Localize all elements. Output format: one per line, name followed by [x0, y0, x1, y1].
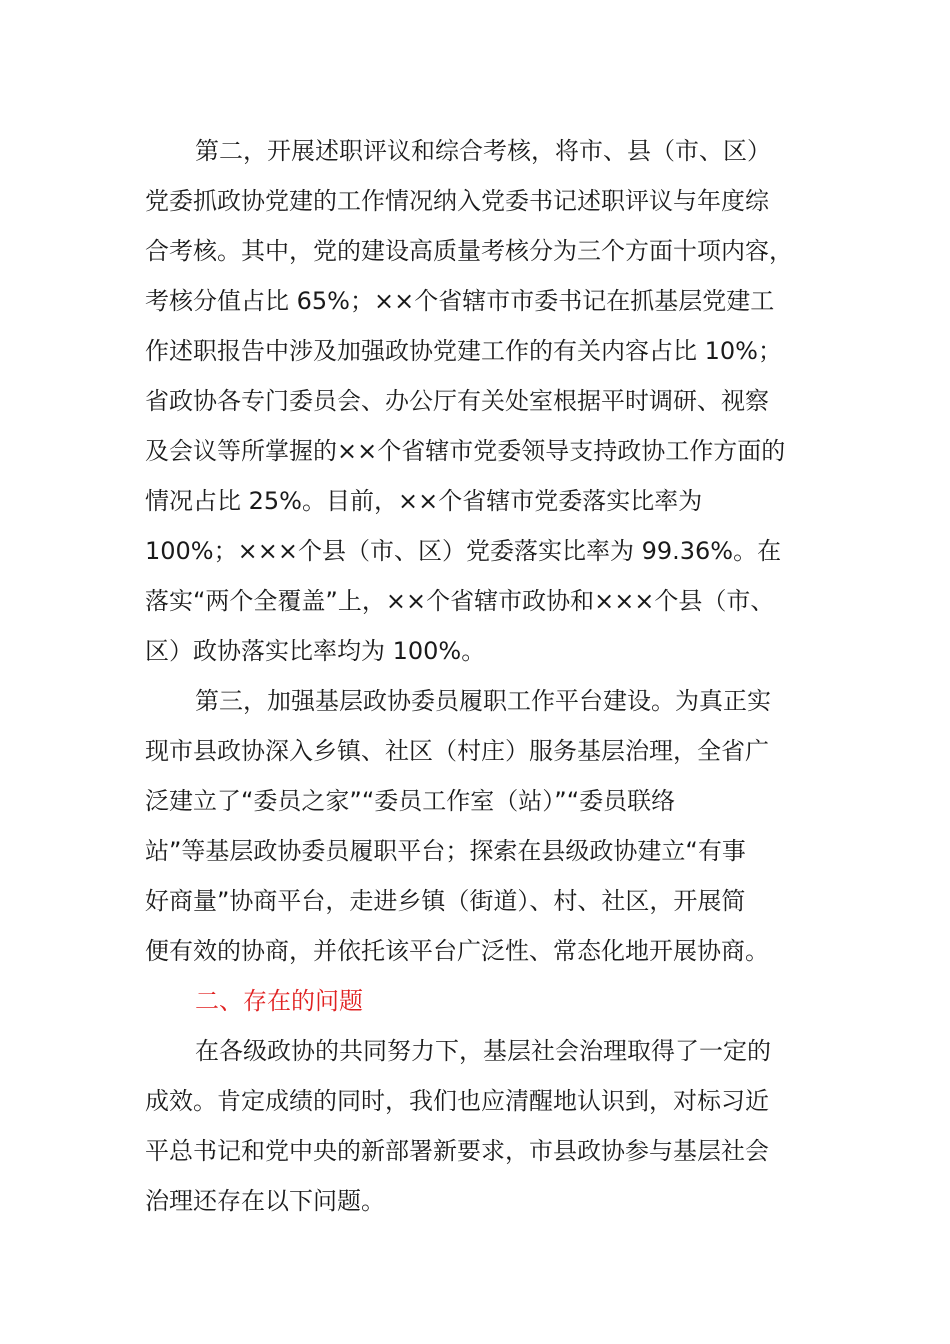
- paragraph-line: 落实“两个全覆盖”上，××个省辖市政协和×××个县（市、: [145, 587, 775, 615]
- paragraph-line: 平总书记和党中央的新部署新要求，市县政协参与基层社会: [145, 1137, 769, 1165]
- paragraph-line: 党委抓政协党建的工作情况纳入党委书记述职评议与年度综: [145, 187, 769, 215]
- paragraph-line: 成效。肯定成绩的同时，我们也应清醒地认识到，对标习近: [145, 1087, 769, 1115]
- paragraph-line: 合考核。其中，党的建设高质量考核分为三个方面十项内容，: [145, 237, 793, 265]
- paragraph-line: 省政协各专门委员会、办公厅有关处室根据平时调研、视察: [145, 387, 769, 415]
- paragraph-line: 第三，加强基层政协委员履职工作平台建设。为真正实: [195, 687, 771, 715]
- paragraph-line: 治理还存在以下问题。: [145, 1187, 385, 1215]
- paragraph-line: 及会议等所掌握的××个省辖市党委领导支持政协工作方面的: [145, 437, 786, 465]
- paragraph-line: 在各级政协的共同努力下，基层社会治理取得了一定的: [195, 1037, 771, 1065]
- paragraph-line: 作述职报告中涉及加强政协党建工作的有关内容占比 10%；: [145, 337, 782, 365]
- paragraph-line: 现市县政协深入乡镇、社区（村庄）服务基层治理，全省广: [145, 737, 769, 765]
- paragraph-line: 情况占比 25%。目前，××个省辖市党委落实比率为: [145, 487, 703, 515]
- paragraph-line: 好商量”协商平台，走进乡镇（街道）、村、社区，开展简: [145, 887, 746, 915]
- paragraph-line: 100%；×××个县（市、区）党委落实比率为 99.36%。在: [145, 537, 782, 565]
- paragraph-line: 站”等基层政协委员履职平台；探索在县级政协建立“有事: [145, 837, 746, 865]
- paragraph-line: 区）政协落实比率均为 100%。: [145, 637, 486, 665]
- paragraph-line: 考核分值占比 65%；××个省辖市市委书记在抓基层党建工: [145, 287, 775, 315]
- document-body: [145, 126, 810, 1226]
- section-heading: 二、存在的问题: [195, 987, 363, 1015]
- paragraph-line: 便有效的协商，并依托该平台广泛性、常态化地开展协商。: [145, 937, 769, 965]
- paragraph-line: 第二，开展述职评议和综合考核，将市、县（市、区）: [195, 137, 771, 165]
- paragraph-line: 泛建立了“委员之家”“委员工作室（站）”“委员联络: [145, 787, 676, 815]
